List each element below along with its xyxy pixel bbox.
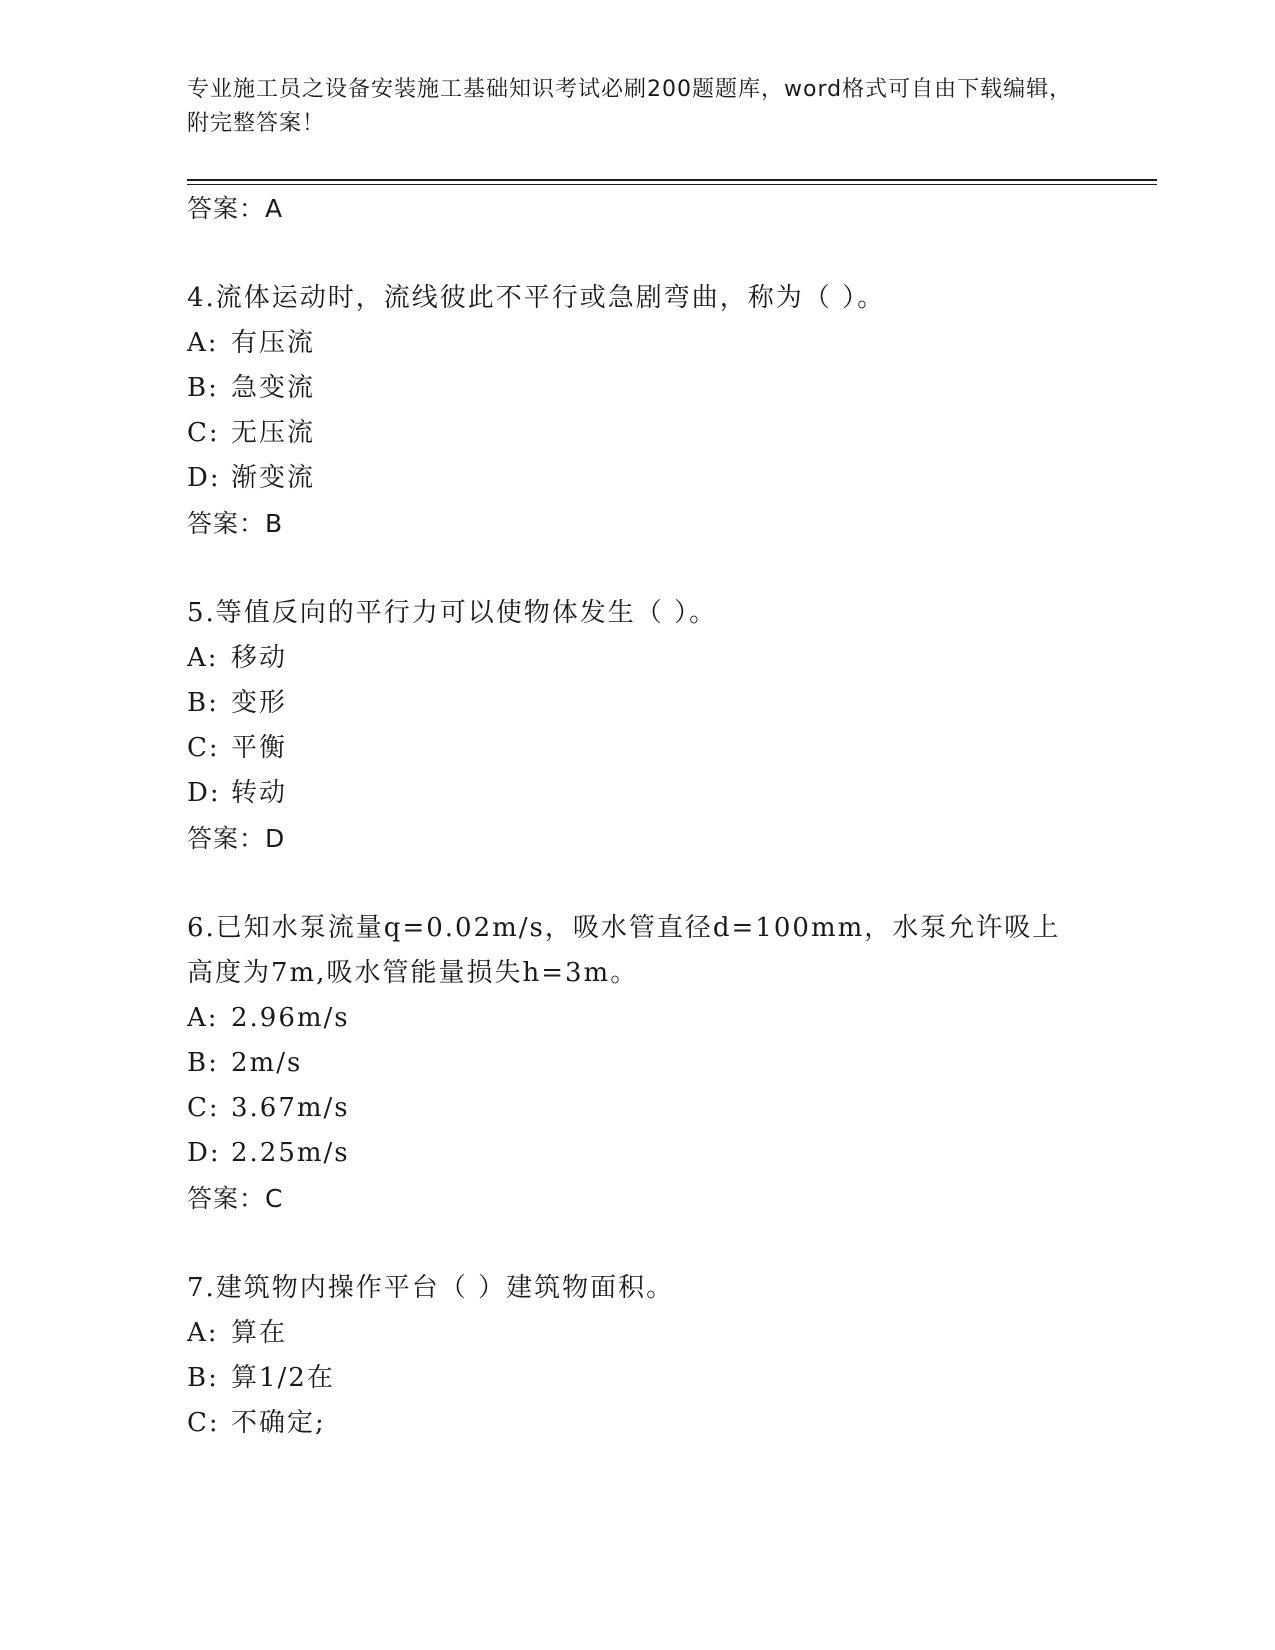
option-c [187, 726, 1087, 771]
option-text: 有压流 [231, 328, 316, 358]
option-key: A: [187, 1318, 219, 1348]
option-key: C: [187, 418, 220, 448]
question-stem: 6.已知水泵流量q=0.02m/s，吸水管直径d=100mm，水泵允许吸上高度为7m,吸水管能量损失h=3m。 [187, 913, 1061, 988]
option-b [187, 1041, 1087, 1086]
option-key: A: [187, 643, 219, 673]
option-text: 急变流 [231, 373, 316, 403]
option-c [187, 411, 1087, 456]
header-divider-thick [187, 179, 1157, 181]
option-key: D: [187, 778, 221, 808]
option-a [187, 1311, 1087, 1356]
option-text: 变形 [231, 688, 288, 718]
option-text: 转动 [231, 778, 288, 808]
option-key: B: [187, 688, 219, 718]
option-text: 无压流 [231, 418, 316, 448]
option-text: 算1/2在 [231, 1363, 335, 1393]
option-d [187, 771, 1087, 816]
option-d [187, 1131, 1087, 1176]
answer-line: 答案：A [187, 194, 284, 223]
option-key: C: [187, 1408, 220, 1438]
option-key: B: [187, 1363, 219, 1393]
option-key: A: [187, 1003, 219, 1033]
option-d [187, 456, 1087, 501]
option-key: D: [187, 1138, 221, 1168]
option-text: 移动 [231, 643, 288, 673]
option-key: D: [187, 463, 221, 493]
option-key: B: [187, 1048, 219, 1078]
option-b [187, 366, 1087, 411]
answer-line: 答案：D [187, 824, 286, 853]
option-a [187, 996, 1087, 1041]
option-a [187, 321, 1087, 366]
option-text: 2.96m/s [231, 1003, 350, 1033]
option-text: 2m/s [231, 1048, 303, 1078]
option-text: 平衡 [231, 733, 288, 763]
option-key: B: [187, 373, 219, 403]
option-b [187, 681, 1087, 726]
option-a [187, 636, 1087, 681]
answer-line: 答案：C [187, 1184, 284, 1213]
option-key: C: [187, 733, 220, 763]
answer-line: 答案：B [187, 509, 284, 538]
option-text: 渐变流 [231, 463, 316, 493]
option-text: 3.67m/s [231, 1093, 350, 1123]
question-stem: 7.建筑物内操作平台（ ）建筑物面积。 [187, 1273, 675, 1303]
option-text: 算在 [231, 1318, 288, 1348]
page-header-title: 专业施工员之设备安装施工基础知识考试必刷200题题库，word格式可自由下载编辑，附完整答案！ [187, 77, 1073, 136]
question-6 [187, 906, 1087, 1221]
question-7 [187, 1266, 1087, 1446]
option-b [187, 1356, 1087, 1401]
question-list [187, 186, 1087, 1446]
option-key: C: [187, 1093, 220, 1123]
option-key: A: [187, 328, 219, 358]
question-stem: 5.等值反向的平行力可以使物体发生（ ）。 [187, 598, 718, 628]
question-stem: 4.流体运动时，流线彼此不平行或急剧弯曲，称为（ ）。 [187, 283, 886, 313]
question-4 [187, 276, 1087, 546]
option-c [187, 1086, 1087, 1131]
option-text: 2.25m/s [231, 1138, 350, 1168]
question-5 [187, 591, 1087, 861]
option-c [187, 1401, 1087, 1446]
option-text: 不确定; [231, 1408, 326, 1438]
header-divider-thin [187, 184, 1157, 185]
